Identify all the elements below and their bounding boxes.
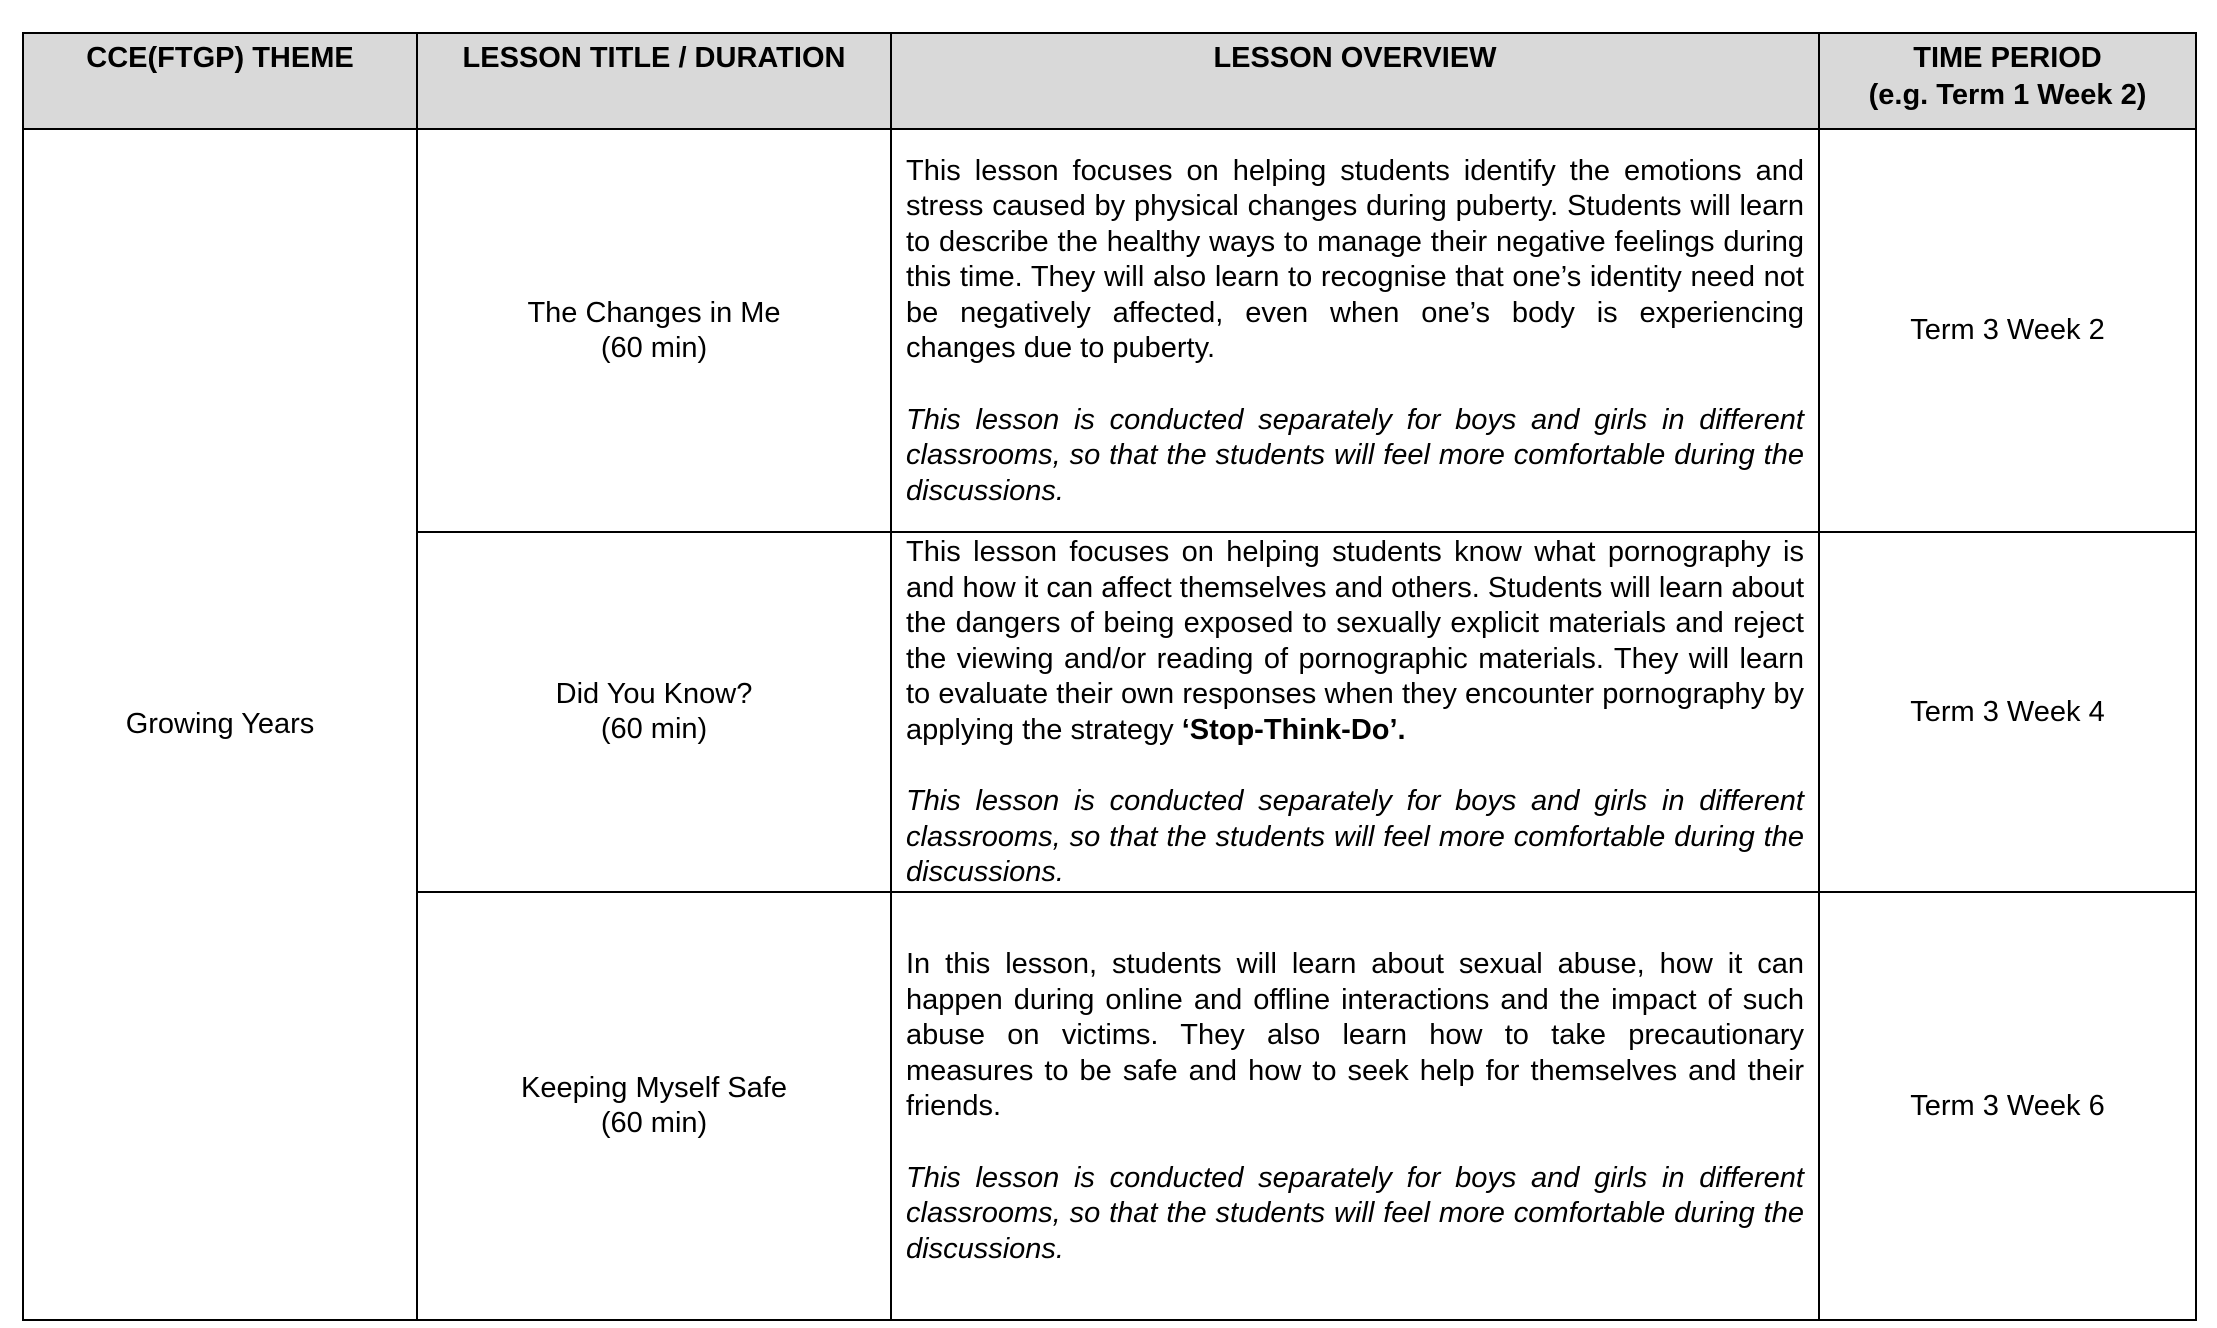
- lesson-title: Keeping Myself Safe: [521, 1072, 787, 1104]
- header-row: [23, 33, 2196, 129]
- overview-text: This lesson focuses on helping students identify the emotions and stress caused by physical changes during puberty. Students will learn to describe the healthy ways to manage their negative feelings during this time. They will also learn to recognise that one’s identity need not be negatively affected, even when one’s body is experiencing changes due to puberty.: [906, 154, 1804, 365]
- lesson-cell: [417, 532, 891, 892]
- overview-cell: [891, 532, 1819, 892]
- header-time-period-example: (e.g. Term 1 Week 2): [1868, 79, 2147, 111]
- lesson-duration: (60 min): [600, 1107, 708, 1139]
- lesson-title: The Changes in Me: [527, 296, 781, 329]
- table-row: [23, 129, 2196, 532]
- lesson-cell: [417, 129, 891, 532]
- header-time-period: [1819, 33, 2196, 129]
- theme-cell: Growing Years: [23, 129, 417, 1320]
- overview-cell: [891, 129, 1819, 532]
- header-lesson-overview: LESSON OVERVIEW: [891, 33, 1819, 129]
- overview-note: This lesson is conducted separately for boys and girls in different classrooms, so that the students will feel more comfortable during the discussions.: [906, 1161, 1804, 1265]
- lesson-duration: (60 min): [600, 713, 708, 745]
- lesson-cell: [417, 892, 891, 1320]
- time-period-cell: Term 3 Week 2: [1819, 129, 2196, 532]
- overview-text: [906, 535, 1804, 748]
- overview-cell: [891, 892, 1819, 1320]
- overview-text-main: This lesson focuses on helping students know what pornography is and how it can affect themselves and others. Students will learn about the dangers of being exposed to sexually explicit materials and reject the viewing and/or reading of pornographic materials. They will learn to evaluate their own responses when they encounter pornography by applying the strategy: [906, 536, 1804, 746]
- overview-note: This lesson is conducted separately for boys and girls in different classrooms, so that the students will feel more comfortable during the discussions.: [906, 403, 1804, 507]
- lesson-title: Did You Know?: [555, 678, 753, 710]
- time-period-cell: Term 3 Week 6: [1819, 892, 2196, 1320]
- lesson-duration: (60 min): [600, 331, 708, 364]
- header-theme: CCE(FTGP) THEME: [23, 33, 417, 129]
- overview-text: In this lesson, students will learn about sexual abuse, how it can happen during online and offline interactions and the impact of such abuse on victims. They also learn how to take precautionary measures to be safe and how to seek help for themselves and their friends.: [906, 948, 1804, 1122]
- time-period-cell: Term 3 Week 4: [1819, 532, 2196, 892]
- overview-strategy-emphasis: ‘Stop-Think-Do’.: [1181, 713, 1406, 746]
- lesson-plan-table: [22, 32, 2197, 1321]
- overview-note: This lesson is conducted separately for boys and girls in different classrooms, so that the students will feel more comfortable during the discussions.: [906, 785, 1804, 889]
- header-lesson-title: LESSON TITLE / DURATION: [417, 33, 891, 129]
- header-time-period-label: TIME PERIOD: [1913, 42, 2102, 74]
